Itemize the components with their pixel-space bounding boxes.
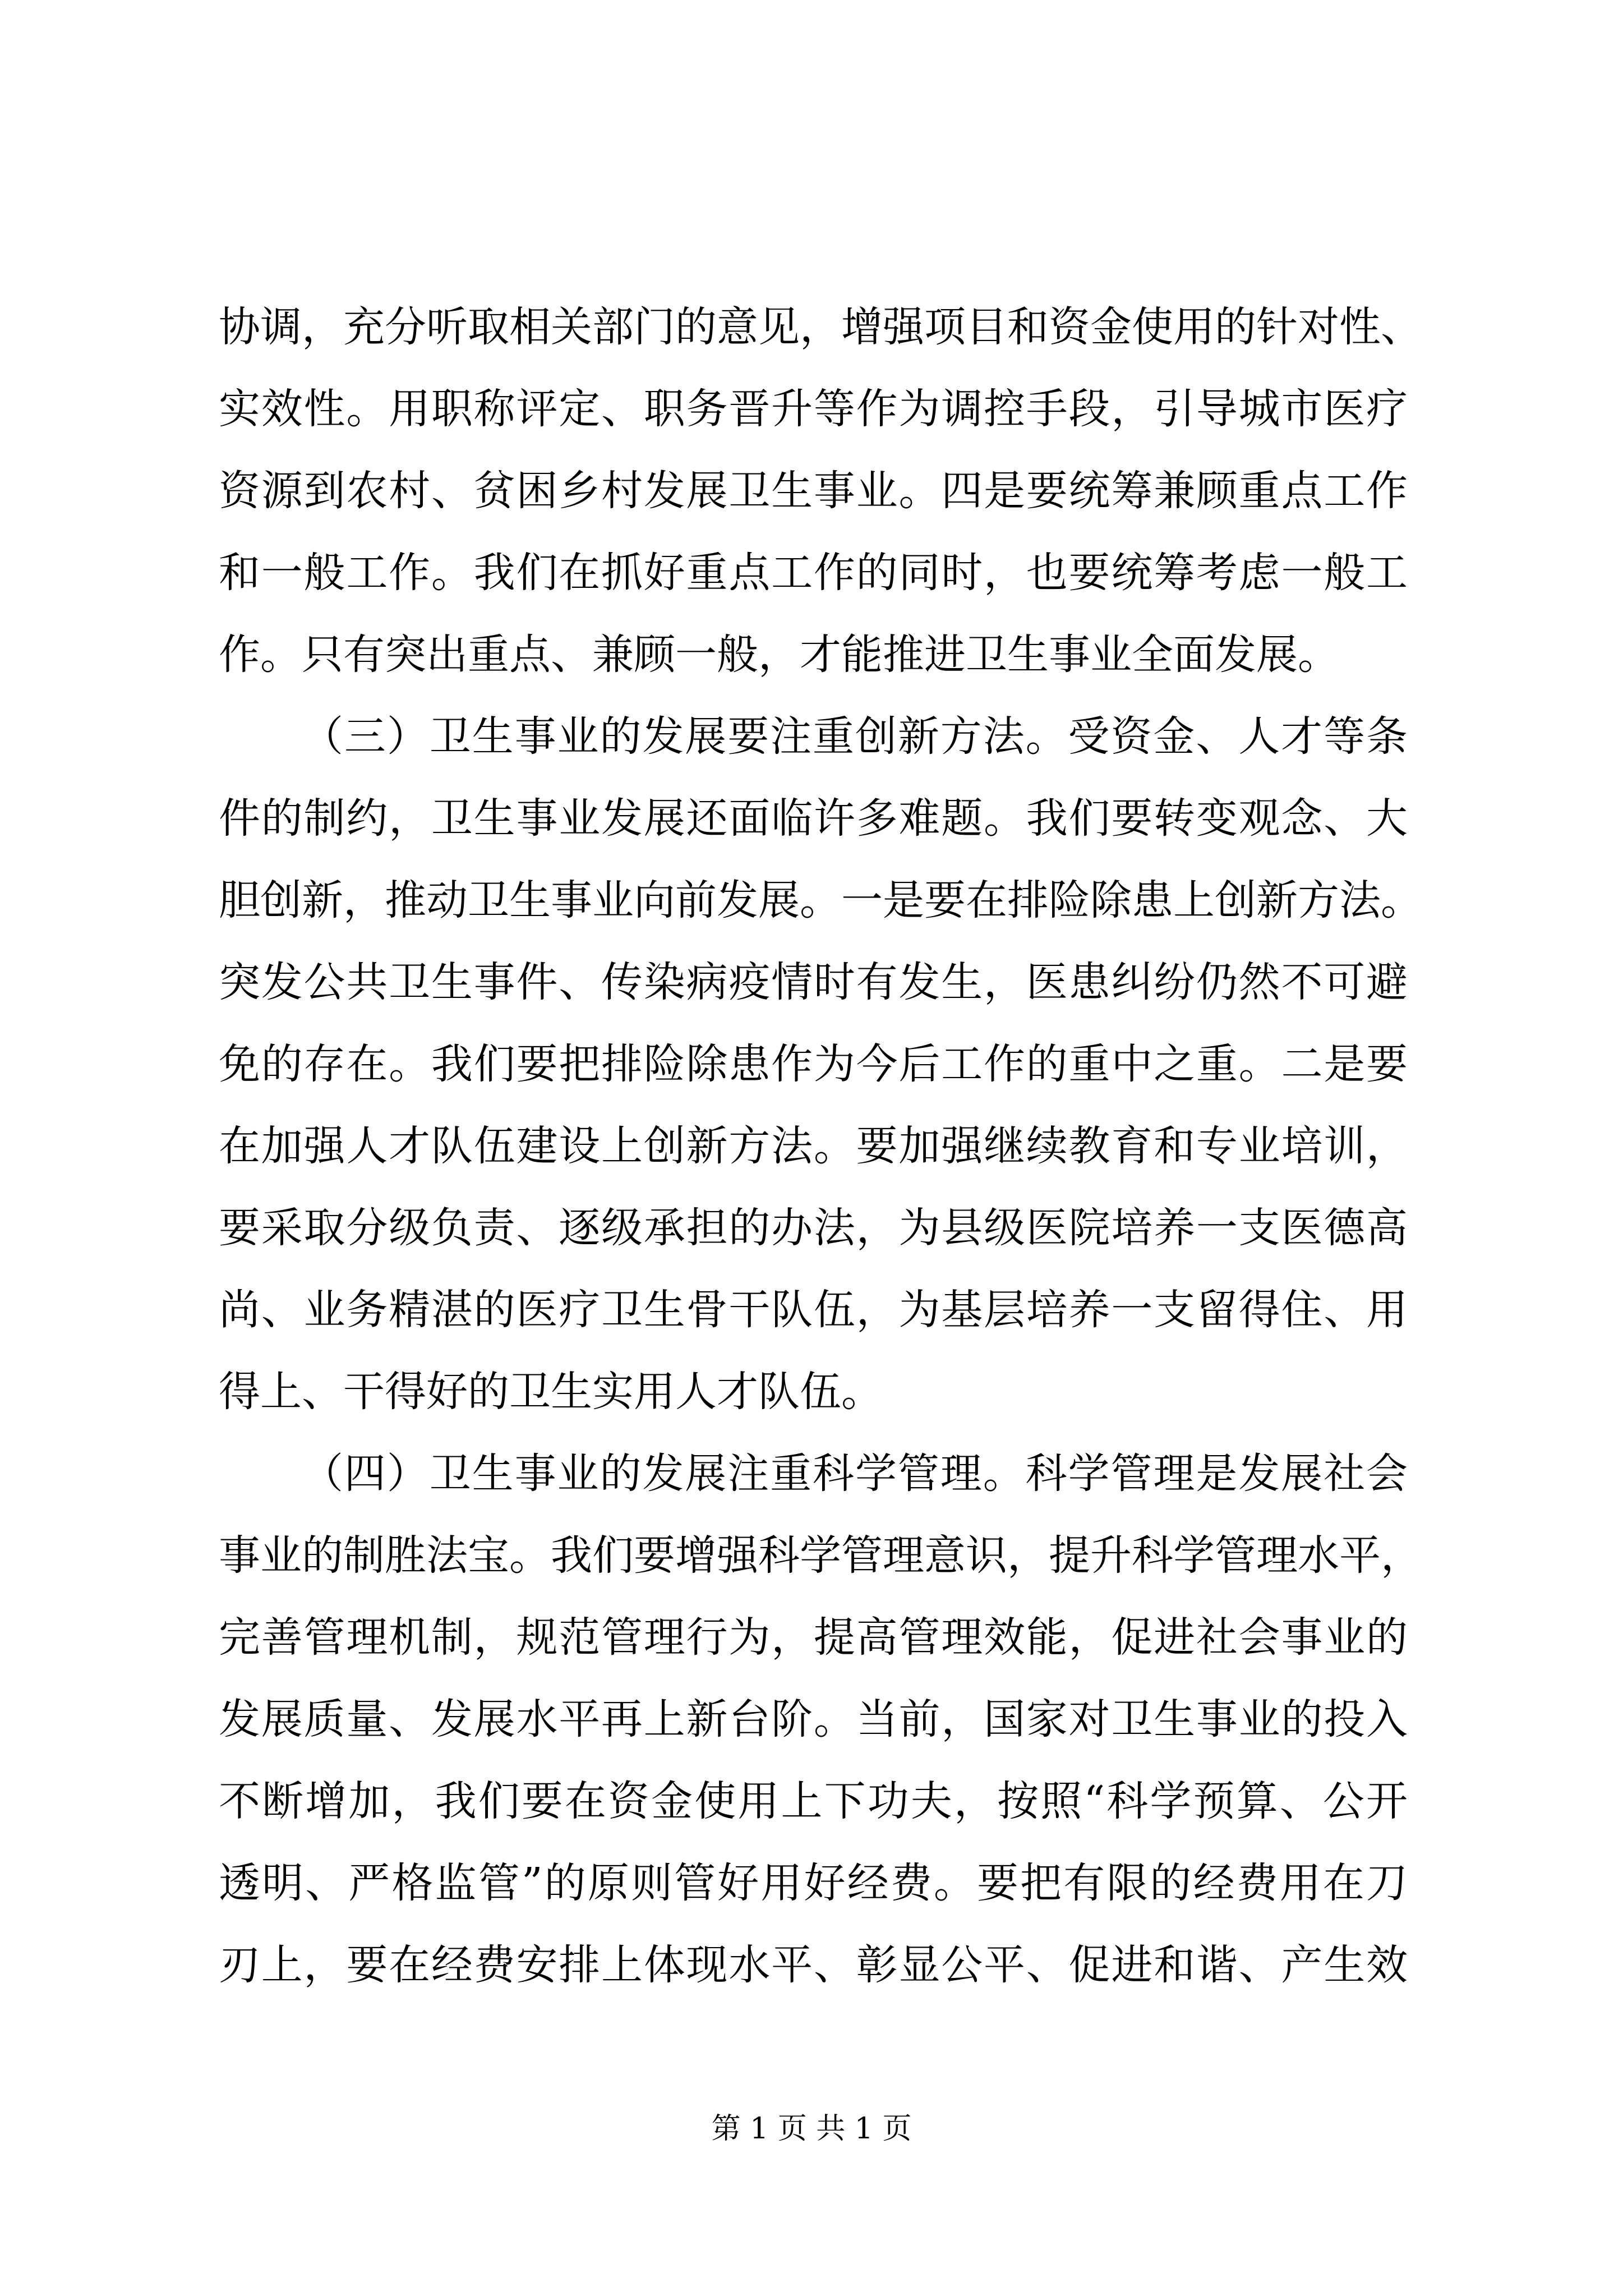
text-line: 免的存在。我们要把排险除患作为今后工作的重中之重。二是要 xyxy=(219,1040,1408,1088)
text-line: 在加强人才队伍建设上创新方法。要加强继续教育和专业培训， xyxy=(219,1122,1408,1170)
page-footer: 第 1 页 共 1 页 xyxy=(711,2112,912,2146)
text-line: 发展质量、发展水平再上新台阶。当前，国家对卫生事业的投入 xyxy=(219,1695,1408,1743)
text-line: （四）卫生事业的发展注重科学管理。科学管理是发展社会 xyxy=(302,1450,1408,1498)
text-line: 刃上，要在经费安排上体现水平、彰显公平、促进和谐、产生效 xyxy=(219,1941,1408,1989)
text-line: 件的制约，卫生事业发展还面临许多难题。我们要转变观念、大 xyxy=(219,794,1408,843)
text-line: 胆创新，推动卫生事业向前发展。一是要在排险除患上创新方法。 xyxy=(219,876,1422,924)
text-line: 事业的制胜法宝。我们要增强科学管理意识，提升科学管理水平， xyxy=(219,1531,1422,1580)
text-line: 透明、严格监管”的原则管好用好经费。要把有限的经费用在刀 xyxy=(219,1859,1408,1907)
text-line: 协调，充分听取相关部门的意见，增强项目和资金使用的针对性、 xyxy=(219,303,1422,351)
document-body xyxy=(219,286,1422,2006)
text-line: 突发公共卫生事件、传染病疫情时有发生，医患纠纷仍然不可避 xyxy=(219,958,1408,1006)
text-line: 尚、业务精湛的医疗卫生骨干队伍，为基层培养一支留得住、用 xyxy=(219,1286,1408,1334)
text-line: 得上、干得好的卫生实用人才队伍。 xyxy=(219,1368,883,1416)
text-line: 资源到农村、贫困乡村发展卫生事业。四是要统筹兼顾重点工作 xyxy=(219,467,1408,515)
text-line: 不断增加，我们要在资金使用上下功夫，按照“科学预算、公开 xyxy=(219,1777,1408,1825)
text-line: （三）卫生事业的发展要注重创新方法。受资金、人才等条 xyxy=(302,712,1408,761)
text-line: 实效性。用职称评定、职务晋升等作为调控手段，引导城市医疗 xyxy=(219,385,1408,433)
text-line: 作。只有突出重点、兼顾一般，才能推进卫生事业全面发展。 xyxy=(219,631,1339,679)
text-line: 要采取分级负责、逐级承担的办法，为县级医院培养一支医德高 xyxy=(219,1204,1408,1252)
text-line: 完善管理机制，规范管理行为，提高管理效能，促进社会事业的 xyxy=(219,1613,1408,1662)
text-line: 和一般工作。我们在抓好重点工作的同时，也要统筹考虑一般工 xyxy=(219,549,1408,597)
